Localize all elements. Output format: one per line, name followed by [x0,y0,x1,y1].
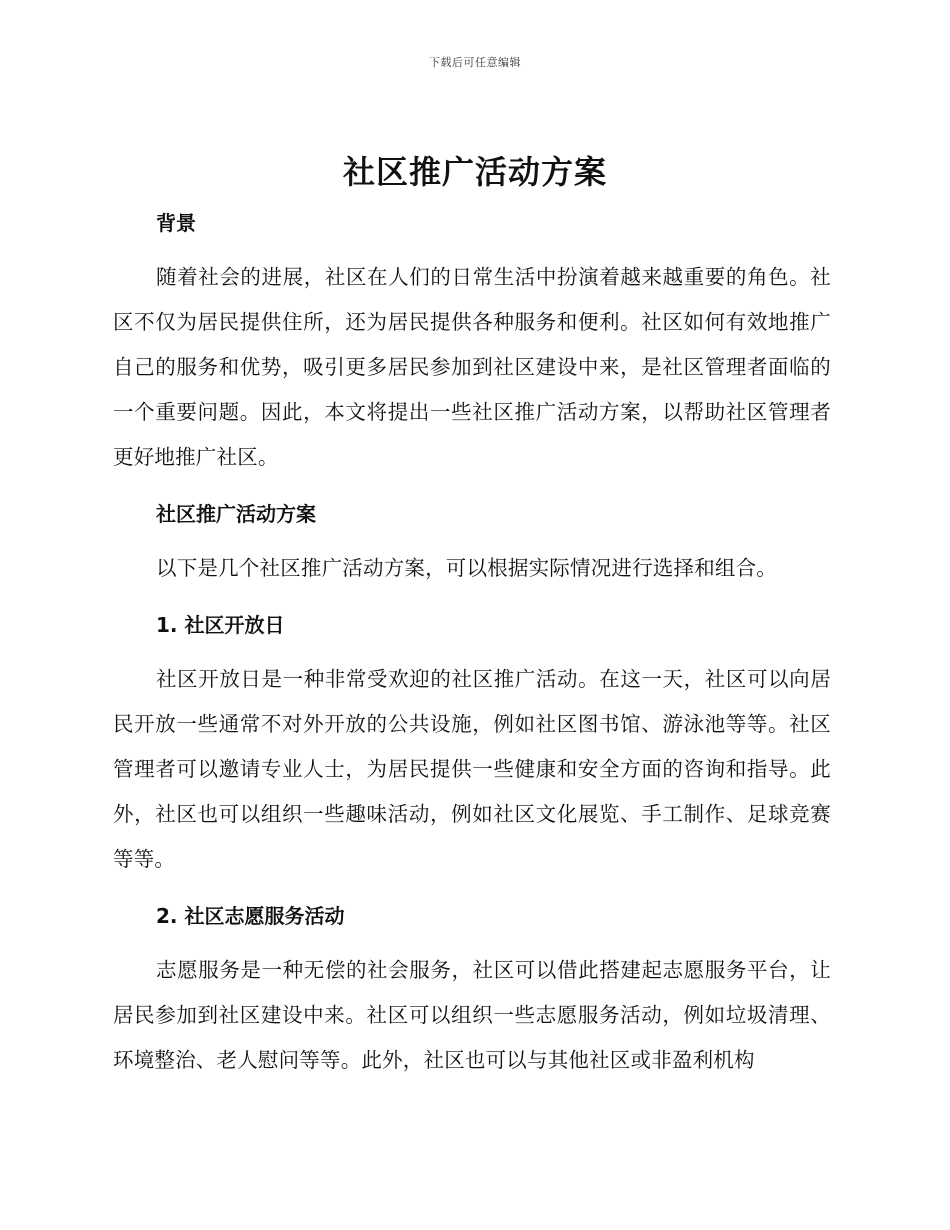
paragraph-volunteer: 志愿服务是一种无偿的社会服务，社区可以借此搭建起志愿服务平台，让居民参加到社区建设中来。社区可以组织一些志愿服务活动，例如垃圾清理、环境整治、老人慰问等等。此外，社区也可以与其他社区或非盈利机构 [113,958,831,1072]
paragraph-open-day: 社区开放日是一种非常受欢迎的社区推广活动。在这一天，社区可以向居民开放一些通常不对外开放的公共设施，例如社区图书馆、游泳池等等。社区管理者可以邀请专业人士，为居民提供一些健康和安全方面的咨询和指导。此外，社区也可以组织一些趣味活动，例如社区文化展览、手工制作、足球竞赛等等。 [113,667,831,871]
document-body [113,203,831,1083]
section-heading-open-day: 1. 社区开放日 [156,613,285,637]
page-header-note: 下载后可任意编辑 [429,56,521,69]
section-heading-volunteer: 2. 社区志愿服务活动 [156,904,345,928]
document-title: 社区推广活动方案 [342,153,607,191]
paragraph-background: 随着社会的进展，社区在人们的日常生活中扮演着越来越重要的角色。社区不仅为居民提供住所，还为居民提供各种服务和便利。社区如何有效地推广自己的服务和优势，吸引更多居民参加到社区建设中来，是社区管理者面临的一个重要问题。因此，本文将提出一些社区推广活动方案，以帮助社区管理者更好地推广社区。 [113,265,831,469]
section-heading-plan: 社区推广活动方案 [156,502,316,526]
section-heading-background: 背景 [156,211,196,235]
paragraph-plan-intro: 以下是几个社区推广活动方案，可以根据实际情况进行选择和组合。 [156,556,777,580]
